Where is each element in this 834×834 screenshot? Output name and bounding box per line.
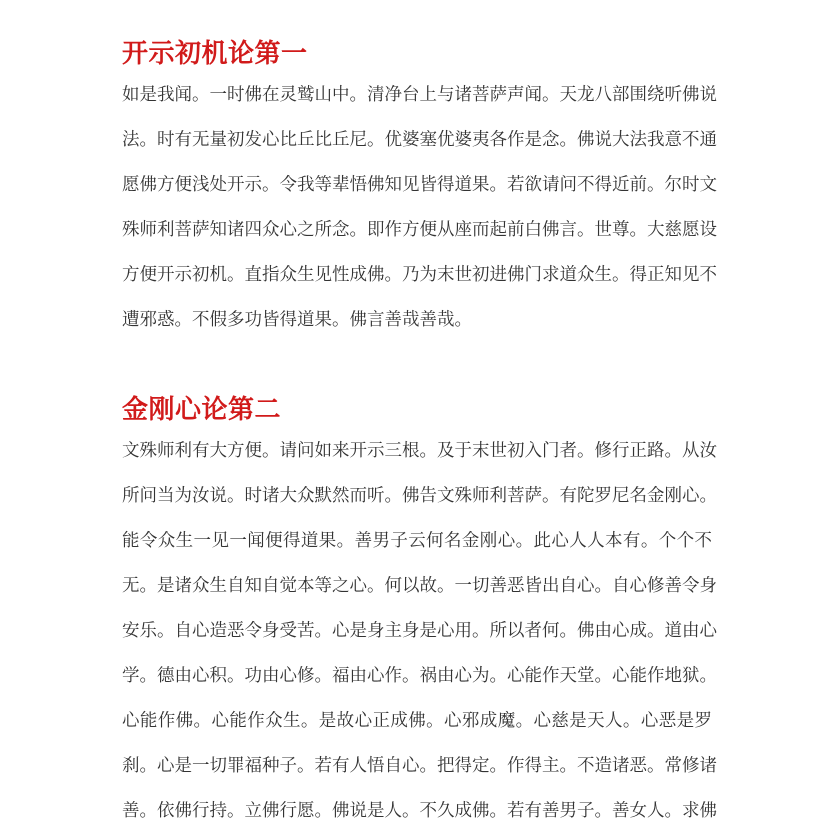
section-title: 金刚心论第二 <box>122 395 282 425</box>
section-kaishi-chuji <box>122 35 717 343</box>
text-line: 如是我闻。一时佛在灵鹫山中。清净台上与诸菩萨声闻。天龙八部围绕听佛说 <box>122 85 717 105</box>
text-line: 愿佛方便浅处开示。令我等辈悟佛知见皆得道果。若欲请问不得近前。尔时文 <box>122 175 717 195</box>
text-line: 所问当为汝说。时诸大众默然而听。佛告文殊师利菩萨。有陀罗尼名金刚心。 <box>122 486 717 506</box>
text-line: 无。是诸众生自知自觉本等之心。何以故。一切善恶皆出自心。自心修善令身 <box>122 576 717 596</box>
text-line: 文殊师利有大方便。请问如来开示三根。及于末世初入门者。修行正路。从汝 <box>122 441 717 461</box>
text-line: 学。德由心积。功由心修。福由心作。祸由心为。心能作天堂。心能作地狱。 <box>122 666 717 686</box>
text-line: 善。依佛行持。立佛行愿。佛说是人。不久成佛。若有善男子。善女人。求佛 <box>122 801 717 821</box>
section-title: 开示初机论第一 <box>122 39 308 69</box>
text-line: 安乐。自心造恶令身受苦。心是身主身是心用。所以者何。佛由心成。道由心 <box>122 621 717 641</box>
text-line: 法。时有无量初发心比丘比丘尼。优婆塞优婆夷各作是念。佛说大法我意不通 <box>122 130 717 150</box>
text-line: 遭邪惑。不假多功皆得道果。佛言善哉善哉。 <box>122 310 472 330</box>
text-line: 刹。心是一切罪福种子。若有人悟自心。把得定。作得主。不造诸恶。常修诸 <box>122 756 717 776</box>
section-paragraph <box>122 429 717 834</box>
section-jingang-xin <box>122 391 717 834</box>
text-line: 殊师利菩萨知诸四众心之所念。即作方便从座而起前白佛言。世尊。大慈愿设 <box>122 220 717 240</box>
text-line: 心能作佛。心能作众生。是故心正成佛。心邪成魔。心慈是天人。心恶是罗 <box>122 711 712 731</box>
section-paragraph <box>122 73 717 343</box>
text-line: 方便开示初机。直指众生见性成佛。乃为末世初进佛门求道众生。得正知见不 <box>122 265 717 285</box>
text-line: 能令众生一见一闻便得道果。善男子云何名金刚心。此心人人本有。个个不 <box>122 531 712 551</box>
